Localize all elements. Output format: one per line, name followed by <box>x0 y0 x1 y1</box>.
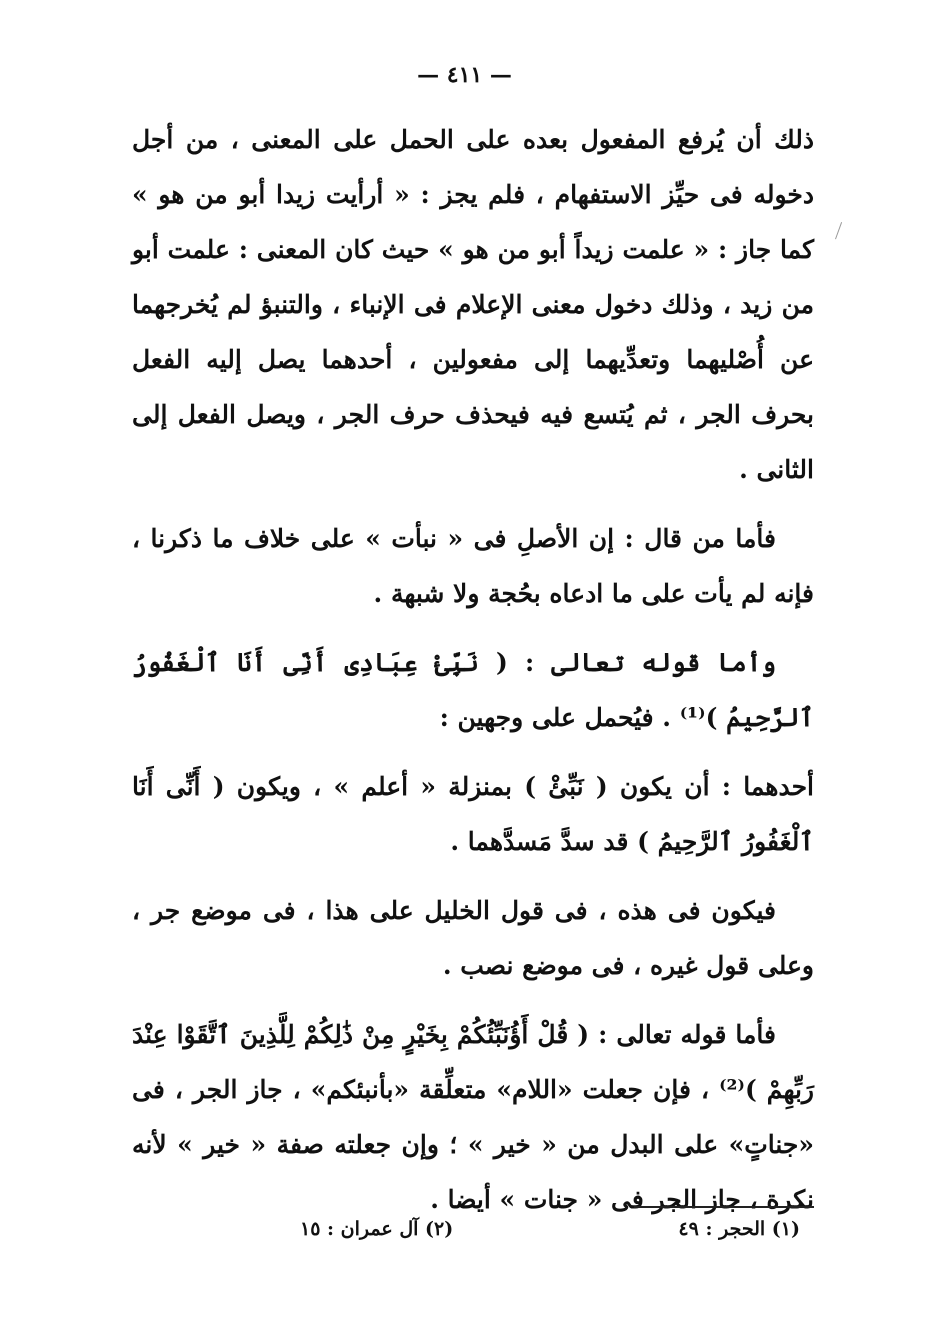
paragraph-1: ذلك أن يُرفع المفعول بعده على الحمل على المعنى ، من أجل دخوله فى حيِّز الاستفهام ، فلم يجز : « أرأيت زيدا أبو من هو » كما جاز : « علمت زيداً أبو من هو » حيث كان المعنى : علمت أبو من زيد ، وذلك دخول معنى الإعلام فى الإنباء ، والتنبؤ لم يُخرجهما عن أُصْليهما وتعدِّيهما إلى مفعولين ، أحدهما يصل إليه الفعل بحرف الجر ، ثم يُتسع فيه فيحذف حرف الجر ، ويصل الفعل إلى الثانى . <box>132 125 814 484</box>
footnote-2: (٢) آل عمران : ١٥ <box>300 1218 454 1240</box>
footnote-divider <box>634 1206 814 1208</box>
paragraph-6: فأما قوله تعالى : ( قُلْ أَؤُنَبِّئُكُمْ بِخَيْرٍ مِنْ ذَٰلِكُمْ لِلَّذِينَ ٱتَّقَوْا عِنْدَ رَبِّهِمْ )⁽²⁾ ، فإن جعلت «اللام» متعلِّقة «بأنبئكم» ، جاز الجر ، فى «جناتٍ» على البدل من « خير » ؛ وإن جعلته صفة « خير » لأنه نكرة ، جاز الجر فى « جنات » أيضا . <box>132 1020 814 1214</box>
footnote-1: (١) الحجر : ٤٩ <box>678 1218 800 1240</box>
paragraph-2: فأما من قال : إن الأصلِ فى « نبأت » على خلاف ما ذكرنا ، فإنه لم يأت على ما ادعاه بحُجة ولا شبهة . <box>132 524 814 608</box>
paragraph-5: فيكون فى هذه ، فى قول الخليل على هذا ، فى موضع جر ، وعلى قول غيره ، فى موضع نصب . <box>132 896 814 980</box>
margin-mark <box>835 222 844 240</box>
footnotes <box>300 1218 800 1240</box>
page-number: — ٤١١ — <box>417 62 512 88</box>
paragraph-4: أحدهما : أن يكون ( نَبِّئْ ) بمنزلة « أعلم » ، ويكون ( أَنِّى أَنَا ٱلْغَفُورُ ٱلرَّحِيمُ ) قد سدَّ مَسدَّهما . <box>132 772 814 856</box>
body-text <box>132 112 814 1241</box>
paragraph-3: وأما قوله تعالى : ( نَبِّئْ عِبَادِى أَنِّى أَنَا ٱلْغَفُورُ ٱلرَّحِيمُ )⁽¹⁾ . فيُحمل على وجهين : <box>132 648 814 732</box>
